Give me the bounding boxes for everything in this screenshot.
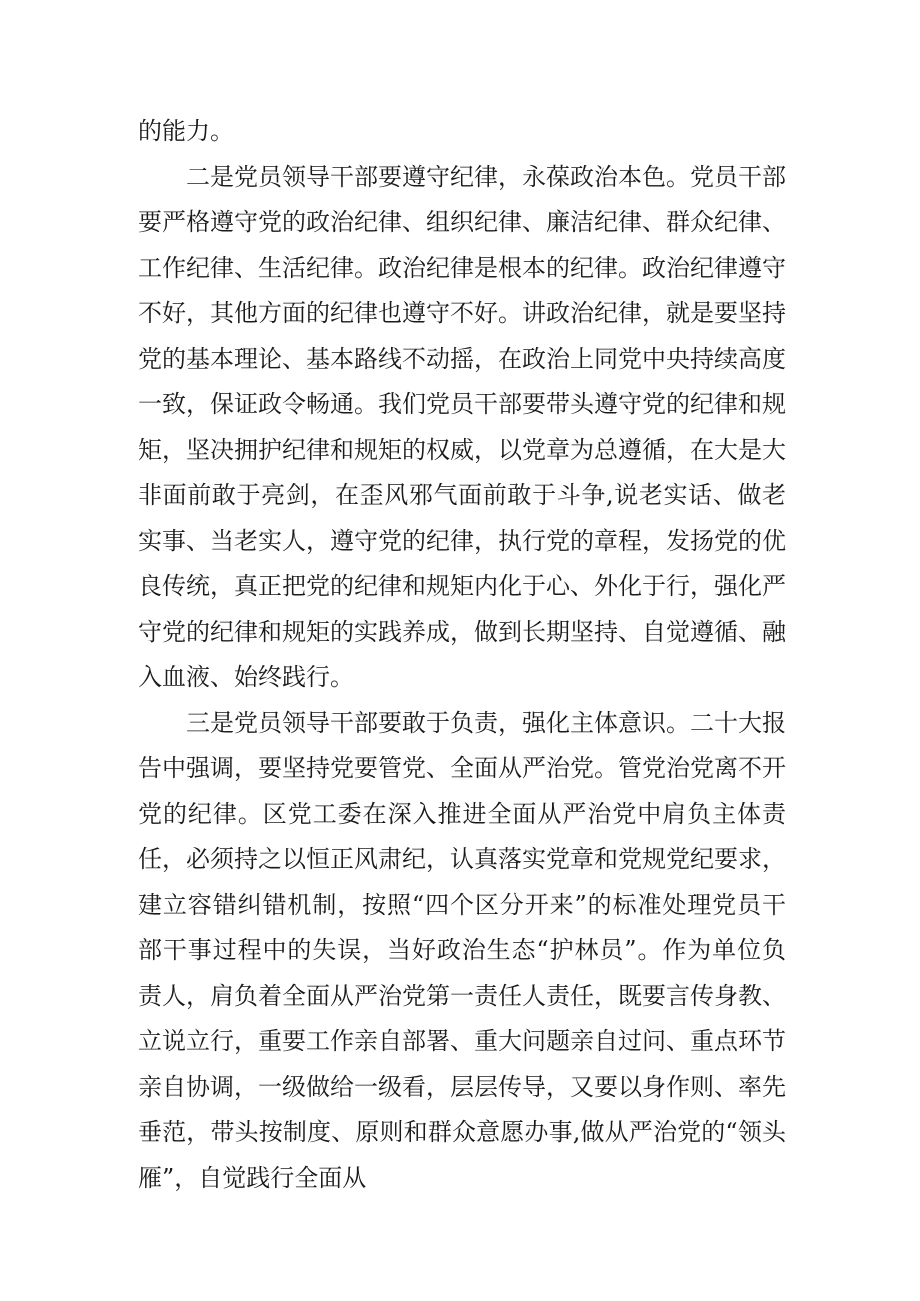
- document-body: [138, 109, 786, 1201]
- paragraph-3: 三是党员领导干部要敢于负责，强化主体意识。二十大报告中强调，要坚持党要管党、全面从严治党。管党治党离不开党的纪律。区党工委在深入推进全面从严治党中肩负主体责任，必须持之以恒正风肃纪，认真落实党章和党规党纪要求，建立容错纠错机制，按照“四个区分开来”的标准处理党员干部干事过程中的失误，当好政治生态“护林员”。作为单位负责人，肩负着全面从严治党第一责任人责任，既要言传身教、立说立行，重要工作亲自部署、重大问题亲自过问、重点环节亲自协调，一级做给一级看，层层传导，又要以身作则、率先垂范，带头按制度、原则和群众意愿办事,做从严治党的“领头雁”，自觉践行全面从: [138, 708, 786, 1192]
- paragraph-1: 的能力。: [138, 117, 234, 145]
- paragraph-2: 二是党员领导干部要遵守纪律，永葆政治本色。党员干部要严格遵守党的政治纪律、组织纪律、廉洁纪律、群众纪律、工作纪律、生活纪律。政治纪律是根本的纪律。政治纪律遵守不好，其他方面的纪律也遵守不好。讲政治纪律，就是要坚持党的基本理论、基本路线不动摇，在政治上同党中央持续高度一致，保证政令畅通。我们党员干部要带头遵守党的纪律和规矩，坚决拥护纪律和规矩的权威，以党章为总遵循，在大是大非面前敢于亮剑，在歪风邪气面前敢于斗争,说老实话、做老实事、当老实人，遵守党的纪律，执行党的章程，发扬党的优良传统，真正把党的纪律和规矩内化于心、外化于行，强化严守党的纪律和规矩的实践养成，做到长期坚持、自觉遵循、融入血液、始终践行。: [138, 162, 786, 691]
